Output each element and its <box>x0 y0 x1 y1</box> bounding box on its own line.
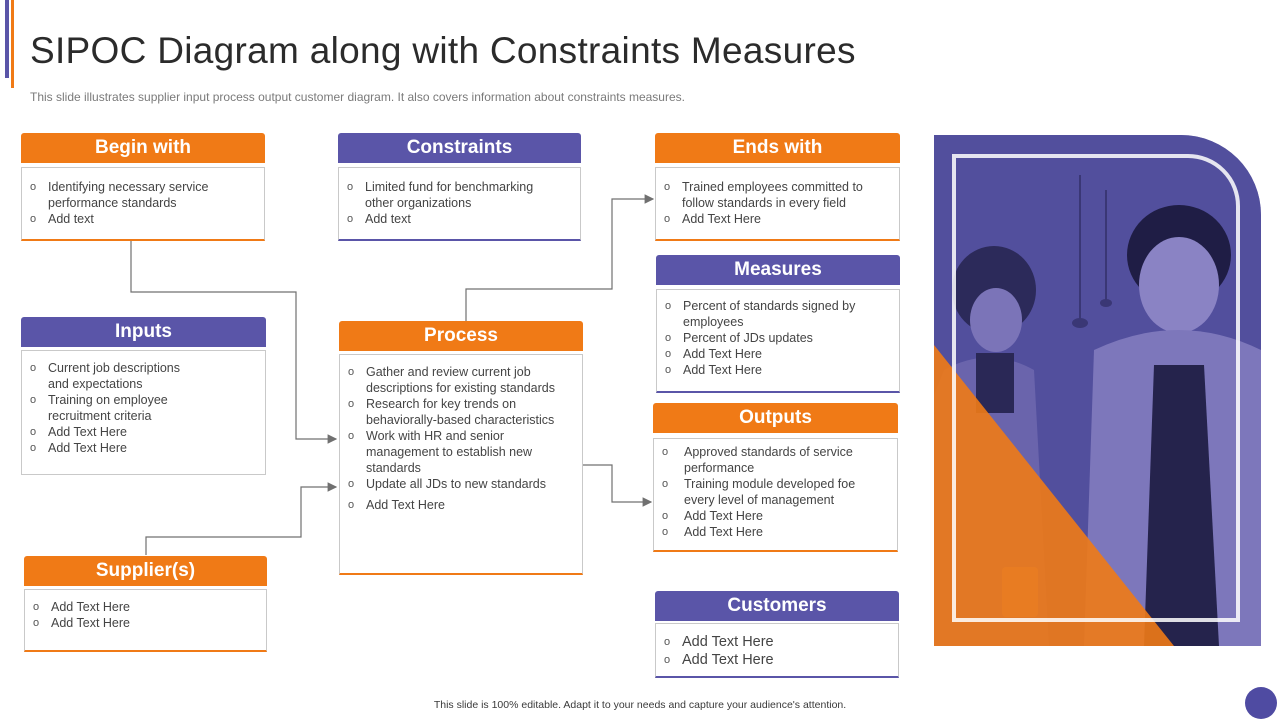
list-item: o Add text <box>339 211 549 227</box>
measures-box <box>656 255 900 393</box>
ends-with-header: Ends with <box>655 133 900 163</box>
page-title: SIPOC Diagram along with Constraints Measures <box>30 30 856 71</box>
ends-with-box <box>655 133 900 241</box>
outputs-box <box>653 403 898 552</box>
list-item: o Percent of JDs updates <box>657 330 857 346</box>
list-item: o Add Text Here <box>654 524 869 540</box>
process-header: Process <box>339 321 583 351</box>
customers-header: Customers <box>655 591 899 621</box>
footer-text: This slide is 100% editable. Adapt it to your needs and capture your audience's attention. <box>433 699 847 711</box>
begin-with-header: Begin with <box>21 133 265 163</box>
suppliers-box <box>24 556 267 652</box>
constraints-box <box>338 133 581 241</box>
list-item: o Research for key trends on behaviorally-based characteristics <box>340 396 572 428</box>
connector-process-to-outputs <box>583 465 651 502</box>
corner-dot <box>1245 687 1277 719</box>
suppliers-header: Supplier(s) <box>24 556 267 586</box>
list-item: o Add Text Here <box>657 346 857 362</box>
list-item: o Add Text Here <box>25 615 266 631</box>
list-item: o Training module developed foe every level of management <box>654 476 869 508</box>
outputs-header: Outputs <box>653 403 898 433</box>
list-item: o Add Text Here <box>25 599 266 615</box>
inputs-box <box>21 317 266 475</box>
customers-box <box>655 591 899 678</box>
list-item: o Add Text Here <box>22 424 202 440</box>
list-item: o Work with HR and senior management to establish new standards <box>340 428 572 476</box>
list-item: o Add Text Here <box>656 651 898 669</box>
constraints-header: Constraints <box>338 133 581 163</box>
list-item: o Approved standards of service performance <box>654 444 869 476</box>
measures-header: Measures <box>656 255 900 285</box>
list-item: o Gather and review current job descriptions for existing standards <box>340 364 572 396</box>
list-item: o Add Text Here <box>340 497 572 513</box>
begin-with-box <box>21 133 265 241</box>
list-item: o Current job descriptions and expectations <box>22 360 202 392</box>
list-item: o Add Text Here <box>22 440 202 456</box>
list-item: o Add text <box>22 211 222 227</box>
list-item: o Limited fund for benchmarking other organizations <box>339 179 549 211</box>
list-item: o Update all JDs to new standards <box>340 476 572 492</box>
page-subtitle: This slide illustrates supplier input process output customer diagram. It also covers information about constraints measures. <box>30 90 685 104</box>
list-item: o Identifying necessary service performance standards <box>22 179 222 211</box>
connector-supplier-to-process <box>146 487 336 555</box>
list-item: o Trained employees committed to follow standards in every field <box>656 179 881 211</box>
list-item: o Add Text Here <box>657 362 857 378</box>
list-item: o Add Text Here <box>654 508 869 524</box>
process-box <box>339 321 583 575</box>
list-item: o Percent of standards signed by employees <box>657 298 857 330</box>
photo-frame <box>952 154 1240 622</box>
list-item: o Add Text Here <box>656 633 898 651</box>
list-item: o Add Text Here <box>656 211 881 227</box>
list-item: o Training on employee recruitment criteria <box>22 392 202 424</box>
inputs-header: Inputs <box>21 317 266 347</box>
